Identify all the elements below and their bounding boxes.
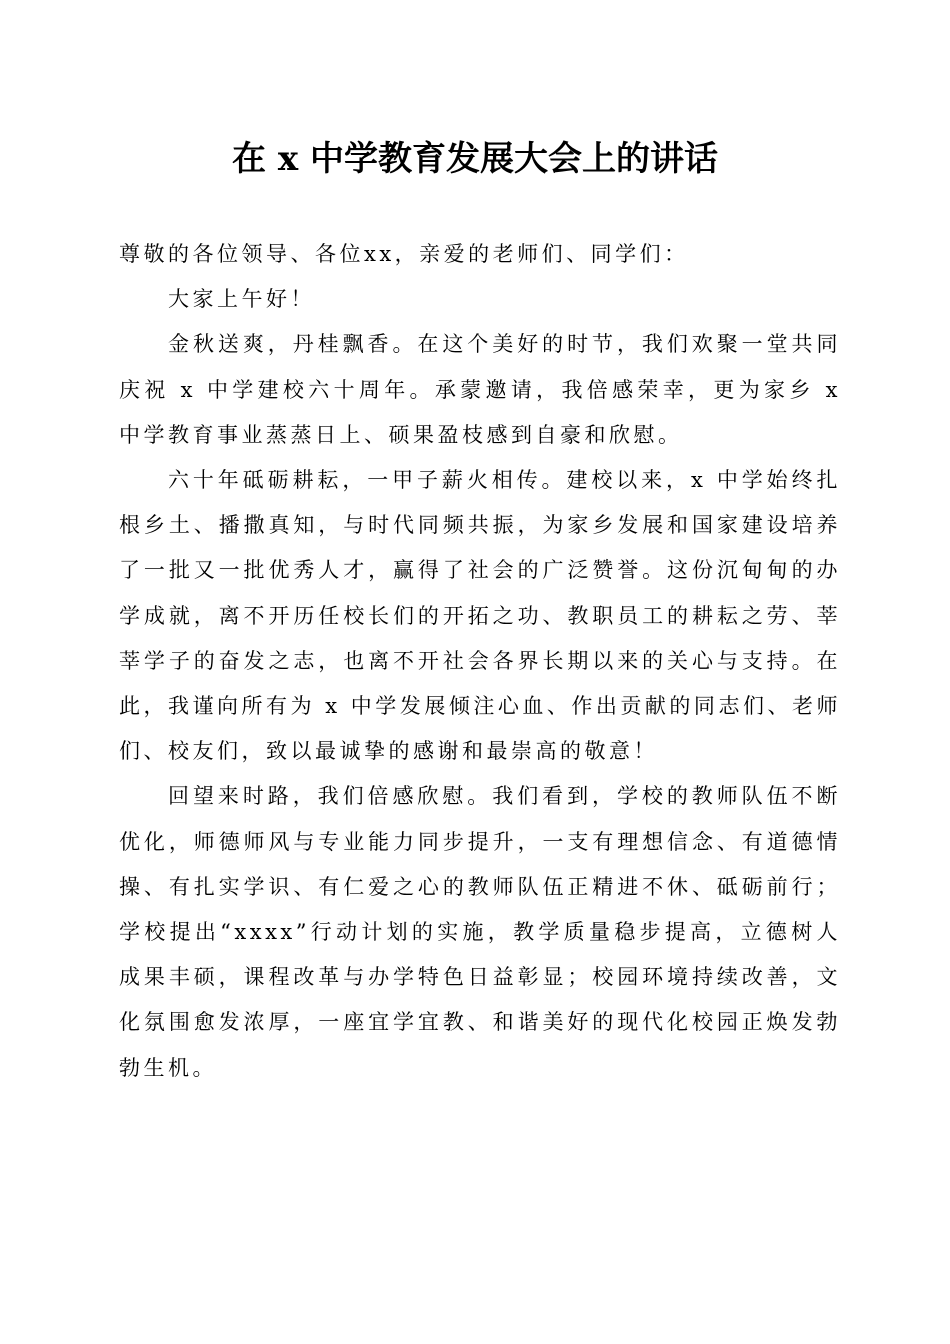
salutation: 尊敬的各位领导、各位xx，亲爱的老师们、同学们： xyxy=(119,242,689,266)
paragraph-3: 回望来时路，我们倍感欣慰。我们看到，学校的教师队伍不断优化，师德师风与专业能力同步提升，一支有理想信念、有道德情操、有扎实学识、有仁爱之心的教师队伍正精进不休、砥砺前行；学校提出“xxxx”行动计划的实施，教学质量稳步提高，立德树人成果丰硕，课程改革与办学特色日益彰显；校园环境持续改善，文化氛围愈发浓厚，一座宜学宜教、和谐美好的现代化校园正焕发勃勃生机。 xyxy=(119,784,841,1080)
paragraph-2: 六十年砥砺耕耘，一甲子薪火相传。建校以来，x 中学始终扎根乡土、播撒真知，与时代同频共振，为家乡发展和国家建设培养了一批又一批优秀人才，赢得了社会的广泛赞誉。这份沉甸甸的办学成就，离不开历任校长们的开拓之功、教职员工的耕耘之劳、莘莘学子的奋发之志，也离不开社会各界长期以来的关心与支持。在此，我谨向所有为 x 中学发展倾注心血、作出贡献的同志们、老师们、校友们，致以最诚挚的感谢和最崇高的敬意！ xyxy=(119,468,841,764)
document-body xyxy=(119,232,841,1091)
paragraph-1: 金秋送爽，丹桂飘香。在这个美好的时节，我们欢聚一堂共同庆祝 x 中学建校六十周年。承蒙邀请，我倍感荣幸，更为家乡 x 中学教育事业蒸蒸日上、硕果盈枝感到自豪和欣慰。 xyxy=(119,332,841,447)
greeting: 大家上午好！ xyxy=(168,287,315,312)
document-title: 在 x 中学教育发展大会上的讲话 xyxy=(232,139,718,179)
